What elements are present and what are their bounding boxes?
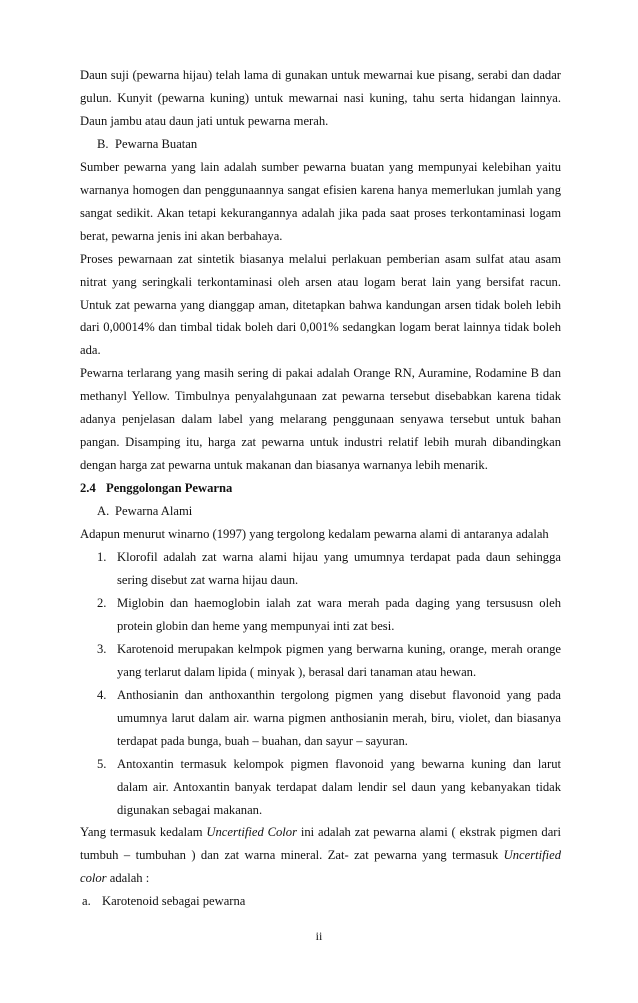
italic-term: Uncertified Color [206, 825, 297, 840]
natural-pigments-list [80, 546, 561, 821]
section-heading [80, 477, 561, 500]
list-item [80, 753, 561, 822]
list-item [80, 546, 561, 592]
list-item-number: 3. [97, 641, 107, 656]
subheading-label: A. [97, 504, 110, 519]
list-item-number: 5. [97, 756, 107, 771]
paragraph-winarno-intro: Adapun menurut winarno (1997) yang tergolong kedalam pewarna alami di antaranya adalah [80, 527, 549, 542]
list-item-text: Antoxantin termasuk kelompok pigmen flavonoid yang bewarna kuning dan larut dalam air. Antoxantin banyak terdapat dalam lendir sel daun yang kebanyakan tidak digunakan sebagai makanan. [117, 756, 561, 817]
italic-term: Uncertified color [80, 848, 561, 886]
document-page [80, 64, 561, 913]
text-run: adalah : [106, 871, 150, 886]
list-item [80, 684, 561, 753]
paragraph-uncertified-color [80, 821, 561, 890]
section-number: 2.4 [80, 481, 96, 496]
list-item-text: Miglobin dan haemoglobin ialah zat wara merah pada daging yang tersususn oleh protein globin dan heme yang mempunyai inti zat besi. [117, 595, 561, 633]
subheading-label: B. [97, 136, 109, 151]
list-item-number: 4. [97, 687, 107, 702]
paragraph-artificial-dyes: Sumber pewarna yang lain adalah sumber pewarna buatan yang mempunyai kelebihan yaitu warnanya homogen dan penggunaannya sangat efisien karena hanya memerlukan jumlah yang sangat sedikit. Akan tetapi kekurangannya adalah jika pada saat proses terkontaminasi logam berat, pewarna jenis ini akan berbahaya. [80, 159, 561, 243]
list-item-number: 1. [97, 550, 107, 565]
subheading-text: Pewarna Buatan [115, 136, 198, 151]
list-item-text: Anthosianin dan anthoxanthin tergolong pigmen yang disebut flavonoid yang pada umumnya larut dalam air. warna pigmen anthosianin merah, biru, violet, dan biasanya terdapat pada bunga, buah – buahan, dan sayur – sayuran. [117, 687, 561, 748]
page-number: ii [315, 929, 323, 943]
list-item-text: Karotenoid merupakan kelmpok pigmen yang berwarna kuning, orange, merah orange yang terlarut dalam lipida ( minyak ), berasal dari tanaman atau hewan. [117, 641, 561, 679]
list-item-number: 2. [97, 595, 107, 610]
subheading-carotenoid [80, 890, 561, 913]
subheading-text: Pewarna Alami [115, 504, 193, 519]
text-run: Yang termasuk kedalam [80, 825, 207, 840]
paragraph-synthetic-process: Proses pewarnaan zat sintetik biasanya melalui perlakuan pemberian asam sulfat atau asam nitrat yang seringkali terkontaminasi oleh arsen atau logam berat lain yang bersifat racun. Untuk zat pewarna yang dianggap aman, ditetapkan bahwa kandungan arsen tidak boleh lebih dari 0,00014% dan timbal tidak boleh dari 0,001% sedangkan logam berat lainnya tidak boleh ada. [80, 251, 561, 358]
paragraph-natural-dyes-examples: Daun suji (pewarna hijau) telah lama di gunakan untuk mewarnai kue pisang, serabi dan dadar gulun. Kunyit (pewarna kuning) untuk mewarnai nasi kuning, tahu serta hidangan lainnya. Daun jambu atau daun jati untuk pewarna merah. [80, 68, 561, 128]
section-title: Penggolongan Pewarna [106, 481, 233, 496]
list-item-text: Klorofil adalah zat warna alami hijau yang umumnya terdapat pada daun sehingga sering disebut zat warna hijau daun. [117, 550, 561, 587]
subheading-artificial-dyes [80, 133, 561, 156]
paragraph-forbidden-dyes: Pewarna terlarang yang masih sering di pakai adalah Orange RN, Auramine, Rodamine B dan methanyl Yellow. Timbulnya penyalahgunaan zat pewarna tersebut disebabkan karena tidak adanya penjelasan dalam label yang melarang penggunaan senyawa tersebut untuk bahan pangan. Disamping itu, harga zat pewarna untuk industri relatif lebih murah dibandingkan dengan harga zat pewarna untuk makanan dan biasanya warnanya lebih menarik. [80, 366, 561, 473]
subheading-text: Karotenoid sebagai pewarna [102, 894, 246, 909]
text-run: ini adalah zat pewarna alami ( ekstrak pigmen dari tumbuh – tumbuhan ) dan zat warna mineral. Zat- zat pewarna yang termasuk [80, 825, 561, 863]
subheading-natural-dyes [80, 500, 561, 523]
subheading-label: a. [82, 894, 91, 909]
list-item [80, 638, 561, 684]
list-item [80, 592, 561, 638]
